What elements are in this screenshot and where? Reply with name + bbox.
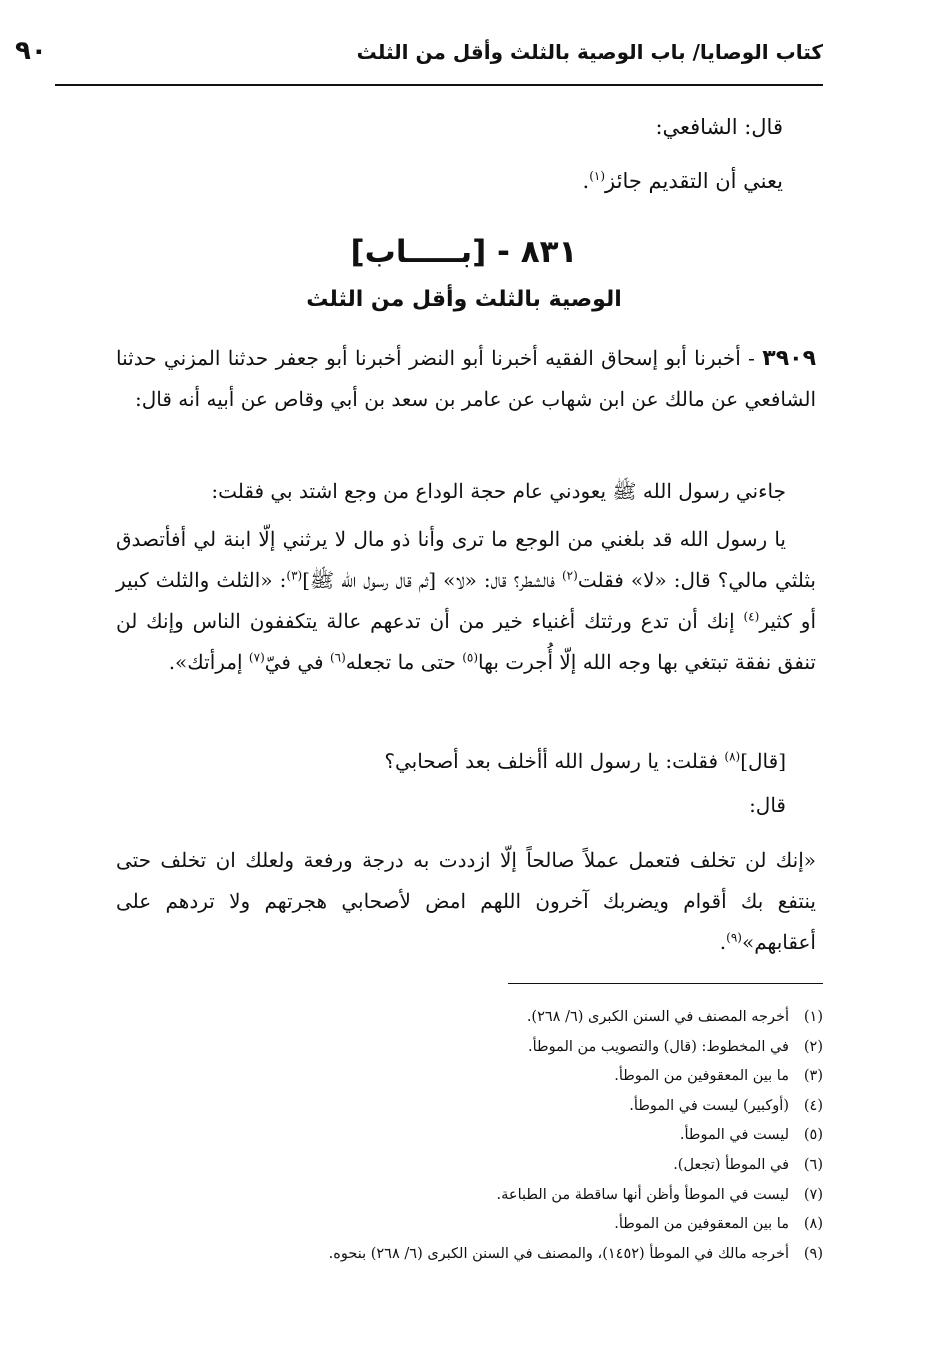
running-header <box>15 36 823 80</box>
para2-segment-c: : «الثلث والثلث كبير أو كثير <box>116 568 817 633</box>
qala2-segment-a: [قال] <box>740 749 786 773</box>
para2-segment-g: إمرأتك». <box>168 650 249 674</box>
intro-line-2-end: . <box>582 169 590 193</box>
header-divider <box>55 84 823 86</box>
footnote-number: (٤) <box>803 1097 823 1114</box>
header-title: كتاب الوصايا/ باب الوصية بالثلث وأقل من الثلث <box>356 40 823 64</box>
chapter-heading: ٨٣١ - [بـــــاب] <box>350 234 578 270</box>
footnote-text: (أوكبير) ليست في الموطأ. <box>629 1097 789 1114</box>
footnote-item <box>123 1121 823 1151</box>
footnote-ref-8[interactable]: (٨) <box>724 749 741 764</box>
page-number: ٩٠ <box>15 36 47 66</box>
footnote-ref-2[interactable]: (٢) <box>561 568 578 583</box>
footnote-text: في الموطأ (تجعل). <box>673 1156 789 1173</box>
footnote-number: (٧) <box>803 1186 823 1203</box>
body-paragraph-2 <box>116 519 816 683</box>
footnote-divider <box>508 983 823 984</box>
footnote-text: في المخطوط: (قال) والتصويب من الموطأ. <box>528 1038 789 1055</box>
footnote-number: (٢) <box>803 1038 823 1055</box>
footnote-item <box>123 1033 823 1063</box>
footnote-text: أخرجه مالك في الموطأ (١٤٥٢)، والمصنف في السنن الكبرى (٦/ ٢٦٨) بنحوه. <box>328 1245 789 1262</box>
footnote-item <box>123 1003 823 1033</box>
footnote-ref-9[interactable]: (٩) <box>726 930 742 945</box>
final-segment-end: . <box>719 930 727 954</box>
para2-segment-d: إنك أن تدع ورثتك أغنياء خير من أن تدعهم عالة يتكففون الناس وإنك لن تنفق نفقة تبتغي بها وجه الله إلّا أُجرت بها <box>116 609 816 674</box>
footnote-ref-5[interactable]: (٥) <box>462 650 479 665</box>
footnote-text: أخرجه المصنف في السنن الكبرى (٦/ ٢٦٨). <box>526 1009 789 1025</box>
footnote-item <box>123 1151 823 1181</box>
footnote-ref-1[interactable]: (١) <box>589 169 606 183</box>
footnote-number: (٨) <box>803 1216 823 1233</box>
hadith-number: ٣٩٠٩ <box>762 346 816 371</box>
footnotes <box>123 1003 823 1269</box>
footnote-item <box>123 1181 823 1211</box>
intro-line-1: قال: الشافعي: <box>655 115 783 139</box>
hadith-chain <box>116 338 816 420</box>
body-paragraph-5 <box>116 840 816 963</box>
intro-line-2-text: يعني أن التقديم جائز <box>605 169 783 193</box>
chapter-subheading: الوصية بالثلث وأقل من الثلث <box>306 287 622 312</box>
footnote-item <box>123 1240 823 1270</box>
body-paragraph-4: قال: <box>749 793 786 817</box>
para2-segment-a: يا رسول الله قد بلغني من الوجع ما ترى وأنا ذو مال لا يرثني إلّا ابنة لي أفأتصدق بثلثي مالي؟ قال: «لا» فقلت <box>116 527 816 592</box>
footnote-item <box>123 1092 823 1122</box>
body-paragraph-3 <box>116 741 816 782</box>
para2-segment-b: فالشطر؟ قال: «لا» [ثم قال رسول الله ﷺ] <box>302 568 562 592</box>
footnote-number: (١) <box>803 1009 823 1025</box>
final-segment-a: «إنك لن تخلف فتعمل عملاً صالحاً إلّا ازددت به درجة ورفعة ولعلك ان تخلف حتى ينتفع بك أقوام ويضربك آخرون اللهم امض لأصحابي هجرتهم ولا تردهم على أعقابهم» <box>116 848 816 954</box>
qala2-segment-b: فقلت: يا رسول الله أأخلف بعد أصحابي؟ <box>384 749 725 773</box>
footnote-ref-3[interactable]: (٣) <box>286 568 303 583</box>
footnote-number: (٩) <box>803 1245 823 1262</box>
para2-segment-e: حتى ما تجعله <box>345 650 463 674</box>
body-paragraph-1: جاءني رسول الله ﷺ يعودني عام حجة الوداع من وجع اشتد بي فقلت: <box>211 479 786 503</box>
footnote-ref-7[interactable]: (٧) <box>248 650 265 665</box>
footnote-text: ليست في الموطأ وأظن أنها ساقطة من الطباعة. <box>496 1186 789 1203</box>
footnote-text: ليست في الموطأ. <box>679 1127 789 1144</box>
para2-segment-f: في فيّ <box>264 650 330 674</box>
footnote-number: (٣) <box>803 1068 823 1085</box>
footnote-text: ما بين المعقوفين من الموطأ. <box>614 1068 789 1085</box>
footnote-number: (٦) <box>803 1156 823 1173</box>
footnote-item <box>123 1210 823 1240</box>
footnote-ref-6[interactable]: (٦) <box>329 650 346 665</box>
intro-line-2 <box>583 166 783 196</box>
hadith-chain-text: - أخبرنا أبو إسحاق الفقيه أخبرنا أبو النضر أخبرنا أبو جعفر حدثنا المزني حدثنا الشافعي عن مالك عن ابن شهاب عن عامر بن سعد بن أبي وقاص عن أبيه أنه قال: <box>116 346 816 411</box>
footnote-item <box>123 1062 823 1092</box>
footnote-number: (٥) <box>803 1127 823 1144</box>
footnote-text: ما بين المعقوفين من الموطأ. <box>614 1216 789 1233</box>
footnote-ref-4[interactable]: (٤) <box>743 609 760 624</box>
